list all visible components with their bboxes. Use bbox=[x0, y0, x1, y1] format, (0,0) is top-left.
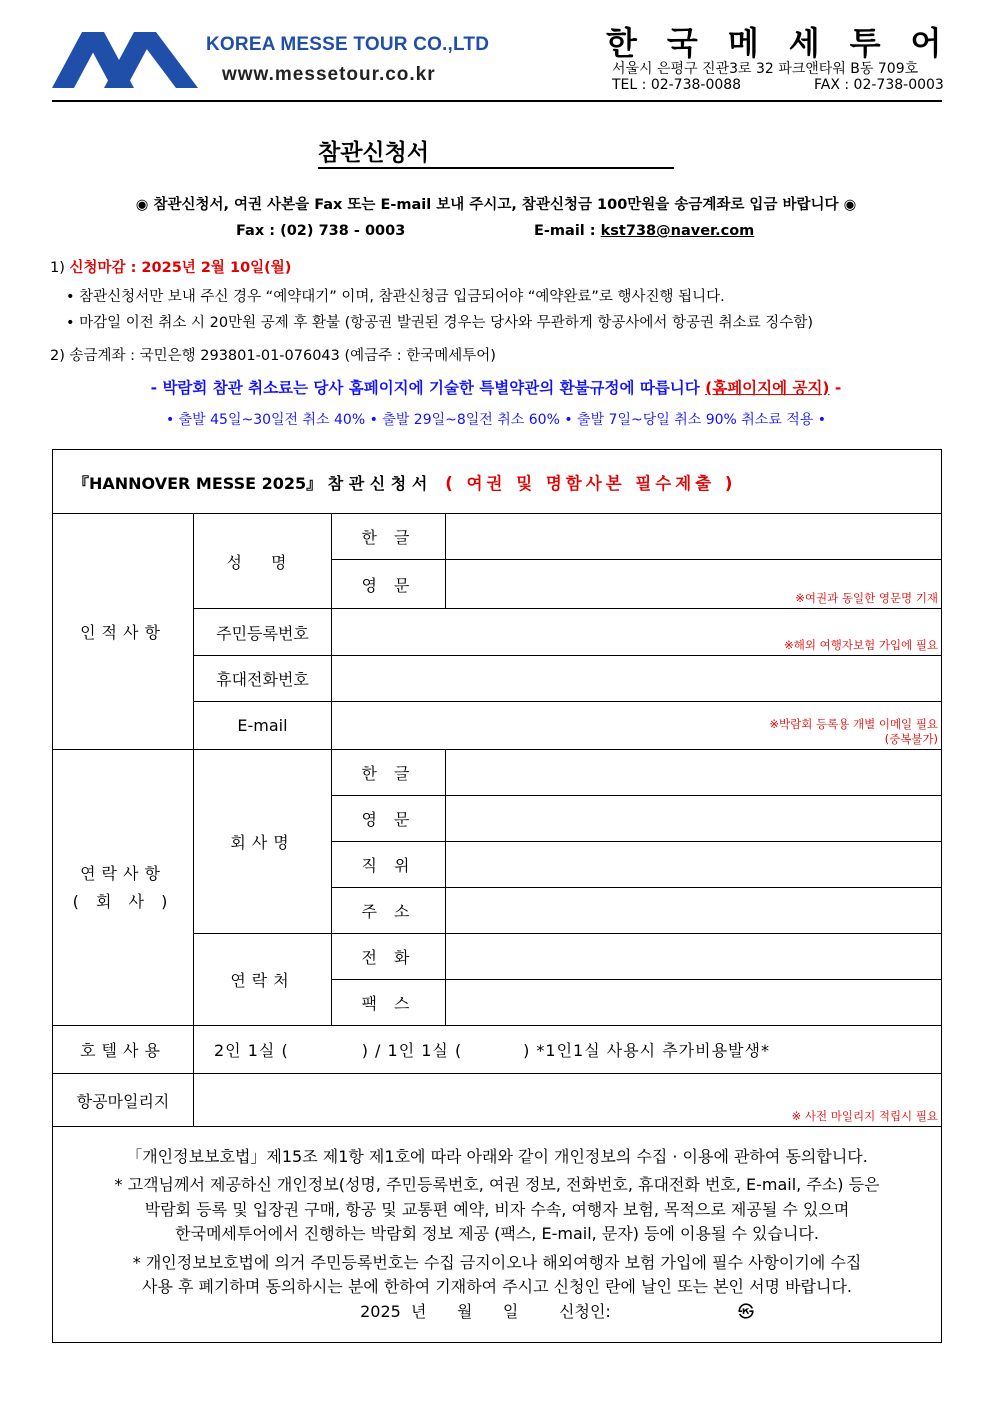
cancellation-end: - bbox=[829, 379, 842, 397]
company-name-en: KOREA MESSE TOUR CO.,LTD bbox=[206, 34, 490, 55]
email-note-2: (중복불가) bbox=[884, 732, 939, 746]
submission-notice: ◉ 참관신청서, 여권 사본을 Fax 또는 E-mail 보내 주시고, 참관신청금 100만원을 송금계좌로 입금 바랍니다 ◉ bbox=[135, 197, 857, 213]
phone-field[interactable] bbox=[446, 934, 942, 980]
consent-line-6: 사용 후 폐기하며 동의하시는 분에 한하여 기재하여 주시고 신청인 란에 날인 또는 본인 서명 바랍니다. bbox=[142, 1277, 853, 1297]
bullet-refund: • 마감일 이전 취소 시 20만원 공제 후 환불 (항공권 발권된 경우는 당사와 무관하게 항공사에서 항공권 취소료 징수함) bbox=[66, 315, 813, 331]
contact-label: 연락처 bbox=[194, 934, 332, 1026]
position-label: 직 위 bbox=[332, 842, 446, 888]
address-label: 주 소 bbox=[332, 888, 446, 934]
consent-line-5: * 개인정보보호법에 의거 주민등록번호는 수집 금지이오나 해외여행자 보험 가입에 필수 사항이기에 수집 bbox=[132, 1252, 862, 1272]
bank-account: 2) 송금계좌 : 국민은행 293801-01-076043 (예금주 : 한국메세투어) bbox=[50, 348, 496, 364]
mileage-field[interactable] bbox=[194, 1074, 942, 1127]
consent-line-2: * 고객님께서 제공하신 개인정보(성명, 주민등록번호, 여권 정보, 전화번호, 휴대전화 번호, E-mail, 주소) 등은 bbox=[114, 1175, 880, 1195]
form-title bbox=[53, 450, 942, 514]
resident-no-note: ※해외 여행자보험 가입에 필요 bbox=[784, 638, 939, 652]
hotel-label: 호텔사용 bbox=[53, 1026, 194, 1074]
contact-section-line1: 연락사항 bbox=[80, 863, 166, 883]
name-english-field[interactable] bbox=[446, 560, 942, 609]
email-link[interactable]: kst738@naver.com bbox=[600, 223, 755, 239]
email-label: E-mail : bbox=[534, 223, 601, 239]
company-logo-icon bbox=[52, 30, 198, 90]
required-docs-note: ( 여권 및 명함사본 필수제출 ) bbox=[445, 473, 737, 493]
consent-line-1: 「개인정보보호법」제15조 제1항 제1호에 따라 아래와 같이 개인정보의 수집 · 이용에 관하여 동의합니다. bbox=[126, 1146, 868, 1166]
email-contact bbox=[534, 223, 754, 239]
name-label: 성 명 bbox=[194, 514, 332, 609]
company-address: 서울시 은평구 진관3로 32 파크앤타워 B동 709호 bbox=[612, 61, 919, 77]
fax-number: Fax : (02) 738 - 0003 bbox=[236, 223, 406, 239]
personal-section-label: 인적사항 bbox=[53, 514, 194, 750]
deadline-line bbox=[50, 256, 291, 277]
consent-line-3: 박람회 등록 및 입장권 구매, 항공 및 교통편 예약, 비자 수속, 여행자 보험, 목적으로 제공될 수 있으며 bbox=[144, 1199, 850, 1219]
fax-label: 팩 스 bbox=[332, 980, 446, 1026]
name-english-label: 영 문 bbox=[332, 560, 446, 609]
mobile-field[interactable] bbox=[332, 656, 942, 702]
company-fax: FAX : 02-738-0003 bbox=[814, 77, 944, 93]
position-field[interactable] bbox=[446, 842, 942, 888]
phone-label: 전 화 bbox=[332, 934, 446, 980]
header-divider bbox=[52, 100, 942, 102]
deadline-text: 신청마감 : 2025년 2월 10일(월) bbox=[69, 260, 292, 276]
contact-section-label bbox=[53, 750, 194, 1026]
document-title: 참관신청서 bbox=[318, 139, 674, 169]
name-korean-label: 한 글 bbox=[332, 514, 446, 560]
consent-line-4: 한국메세투어에서 진행하는 박람회 정보 제공 (팩스, E-mail, 문자) 등에 이용될 수 있습니다. bbox=[175, 1224, 819, 1244]
company-name-ko: 한국메세투어 bbox=[606, 24, 972, 62]
english-name-note: ※여권과 동일한 영문명 기재 bbox=[795, 591, 939, 605]
bullet-reservation: • 참관신청서만 보내 주신 경우 “예약대기” 이며, 참관신청금 입금되어야 “예약완료”로 행사진행 됩니다. bbox=[66, 289, 725, 305]
hotel-option-field[interactable]: 2인 1실 ( ) / 1인 1실 ( ) *1인1실 사용시 추가비용발생* bbox=[194, 1026, 942, 1074]
email-field[interactable] bbox=[332, 702, 942, 750]
company-english-label: 영 문 bbox=[332, 796, 446, 842]
cancellation-text: - 박람회 참관 취소료는 당사 홈페이지에 기술한 특별약관의 환불규정에 따릅니다 bbox=[150, 379, 706, 397]
company-korean-label: 한 글 bbox=[332, 750, 446, 796]
form-title-text: 『HANNOVER MESSE 2025』 참 관 신 청 서 bbox=[73, 473, 428, 493]
cancellation-rates: • 출발 45일~30일전 취소 40% • 출발 29일~8일전 취소 60% • 출발 7일~당일 취소 90% 취소료 적용 • bbox=[165, 412, 827, 428]
privacy-consent bbox=[53, 1127, 942, 1343]
company-english-field[interactable] bbox=[446, 796, 942, 842]
resident-no-label: 주민등록번호 bbox=[194, 609, 332, 656]
email-note-1: ※박람회 등록용 개별 이메일 필요 bbox=[769, 717, 939, 731]
company-korean-field[interactable] bbox=[446, 750, 942, 796]
company-name-label: 회사명 bbox=[194, 750, 332, 934]
mobile-label: 휴대전화번호 bbox=[194, 656, 332, 702]
mileage-label: 항공마일리지 bbox=[53, 1074, 194, 1127]
resident-no-field[interactable] bbox=[332, 609, 942, 656]
fax-field[interactable] bbox=[446, 980, 942, 1026]
application-form bbox=[52, 449, 942, 1343]
mileage-note: ※ 사전 마일리지 적립시 필요 bbox=[791, 1109, 939, 1123]
email-note bbox=[769, 717, 938, 747]
signature-line[interactable]: 2025 년 월 일 신청인: ㉿ bbox=[360, 1301, 754, 1321]
address-field[interactable] bbox=[446, 888, 942, 934]
cancellation-policy bbox=[0, 376, 992, 398]
name-korean-field[interactable] bbox=[446, 514, 942, 560]
homepage-notice-link[interactable]: (홈페이지에 공지) bbox=[705, 379, 830, 397]
email-field-label: E-mail bbox=[194, 702, 332, 750]
contact-section-line2: ( 회 사 ) bbox=[72, 891, 174, 911]
deadline-num: 1) bbox=[50, 260, 70, 276]
company-website: www.messetour.co.kr bbox=[222, 64, 436, 85]
company-tel: TEL : 02-738-0088 bbox=[612, 77, 742, 93]
